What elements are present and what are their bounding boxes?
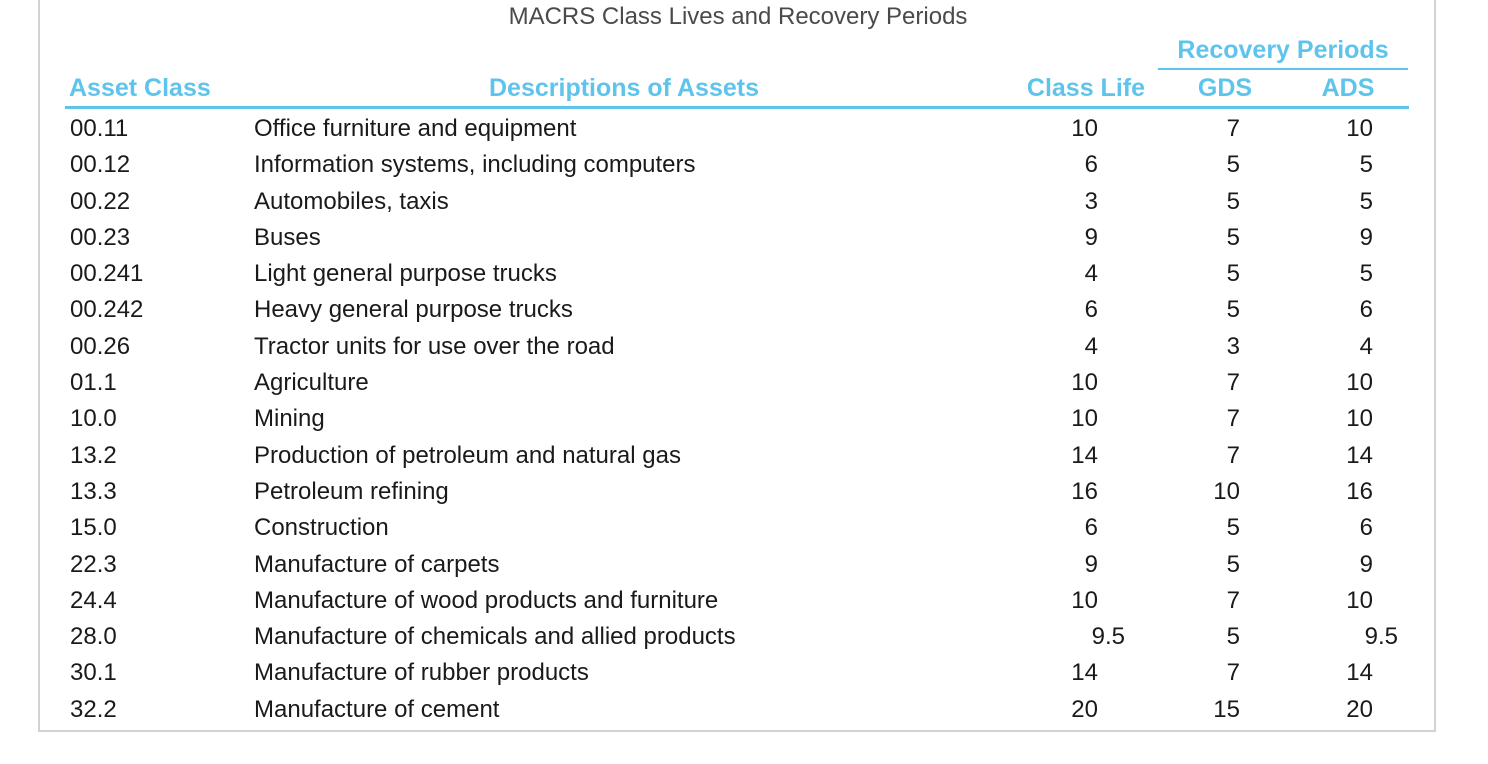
cell-asset-class: 22.3 (70, 550, 117, 578)
column-header-class-life: Class Life (1026, 74, 1145, 102)
cell-ads: 5 (1359, 151, 1373, 179)
table-row (0, 292, 1488, 328)
cell-class-life: 6 (1084, 296, 1098, 324)
cell-gds: 10 (1213, 477, 1240, 505)
cell-asset-class: 00.241 (70, 260, 144, 288)
recovery-periods-header: Recovery Periods (1177, 36, 1389, 64)
cell-gds: 5 (1226, 151, 1240, 179)
cell-class-life: 6 (1084, 151, 1098, 179)
cell-gds: 5 (1226, 296, 1240, 324)
cell-description: Light general purpose trucks (254, 260, 557, 288)
cell-description: Petroleum refining (254, 477, 449, 505)
cell-ads: 4 (1359, 332, 1373, 360)
cell-asset-class: 13.2 (70, 441, 117, 469)
cell-class-life: 4 (1084, 332, 1098, 360)
table-row (0, 329, 1488, 365)
cell-class-life: 6 (1084, 514, 1098, 542)
table-row (0, 147, 1488, 183)
cell-gds: 5 (1226, 514, 1240, 542)
cell-class-life: 20 (1071, 695, 1098, 723)
cell-asset-class: 10.0 (70, 405, 117, 433)
table-row (0, 184, 1488, 220)
cell-class-life: 9 (1084, 223, 1098, 251)
cell-asset-class: 32.2 (70, 695, 117, 723)
cell-asset-class: 00.11 (70, 115, 129, 142)
column-header-asset-class: Asset Class (69, 74, 211, 102)
cell-asset-class: 24.4 (70, 586, 117, 614)
cell-ads: 9 (1359, 223, 1373, 251)
cell-gds: 7 (1226, 405, 1240, 433)
cell-asset-class: 00.23 (70, 223, 131, 251)
cell-asset-class: 00.26 (70, 332, 131, 360)
cell-class-life: 16 (1071, 477, 1098, 505)
cell-ads: 10 (1346, 405, 1373, 433)
cell-ads: 16 (1346, 477, 1373, 505)
cell-asset-class: 28.0 (70, 623, 117, 651)
cell-description: Manufacture of carpets (254, 550, 500, 578)
cell-gds: 7 (1226, 441, 1240, 469)
table-row (0, 510, 1488, 546)
cell-ads: 9 (1359, 550, 1373, 578)
cell-description: Automobiles, taxis (254, 187, 449, 215)
cell-ads: 10 (1346, 115, 1373, 142)
cell-asset-class: 30.1 (70, 659, 117, 687)
cell-description: Buses (254, 223, 321, 251)
column-header-ads: ADS (1321, 74, 1375, 102)
cell-gds: 5 (1226, 260, 1240, 288)
table-row (0, 111, 1488, 147)
cell-gds: 7 (1226, 659, 1240, 687)
column-header-description: Descriptions of Assets (489, 74, 759, 102)
cell-ads: 5 (1359, 260, 1373, 288)
cell-description: Agriculture (254, 369, 369, 397)
table-title: MACRS Class Lives and Recovery Periods (508, 3, 968, 30)
table-row (0, 583, 1488, 619)
cell-gds: 5 (1226, 223, 1240, 251)
table-row (0, 655, 1488, 691)
cell-ads: 10 (1346, 369, 1373, 397)
cell-gds: 3 (1226, 332, 1240, 360)
cell-class-life: 10 (1071, 369, 1098, 397)
cell-asset-class: 00.242 (70, 296, 144, 324)
cell-class-life: 9.5 (1091, 623, 1125, 651)
table-body (0, 111, 1488, 728)
cell-class-life: 4 (1084, 260, 1098, 288)
cell-description: Heavy general purpose trucks (254, 296, 573, 324)
cell-class-life: 14 (1071, 659, 1098, 687)
cell-ads: 20 (1346, 695, 1373, 723)
cell-description: Tractor units for use over the road (254, 332, 615, 360)
cell-ads: 5 (1359, 187, 1373, 215)
cell-class-life: 3 (1084, 187, 1098, 215)
cell-asset-class: 00.22 (70, 187, 131, 215)
cell-class-life: 10 (1071, 115, 1098, 142)
cell-ads: 10 (1346, 586, 1373, 614)
header-rule (65, 106, 1409, 109)
cell-class-life: 14 (1071, 441, 1098, 469)
table-row (0, 438, 1488, 474)
cell-gds: 5 (1226, 623, 1240, 651)
table-row (0, 256, 1488, 292)
cell-description: Office furniture and equipment (254, 115, 577, 142)
table-row (0, 474, 1488, 510)
cell-description: Manufacture of cement (254, 695, 500, 723)
cell-gds: 15 (1213, 695, 1240, 723)
cell-description: Construction (254, 514, 389, 542)
table-row (0, 692, 1488, 728)
cell-description: Manufacture of rubber products (254, 659, 589, 687)
cell-description: Information systems, including computers (254, 151, 696, 179)
column-header-gds: GDS (1197, 74, 1253, 102)
cell-ads: 9.5 (1364, 623, 1398, 651)
cell-gds: 7 (1226, 586, 1240, 614)
cell-gds: 5 (1226, 550, 1240, 578)
table-row (0, 619, 1488, 655)
cell-asset-class: 00.12 (70, 151, 131, 179)
cell-ads: 14 (1346, 441, 1373, 469)
cell-class-life: 10 (1071, 586, 1098, 614)
table-row (0, 547, 1488, 583)
table-row (0, 401, 1488, 437)
cell-asset-class: 15.0 (70, 514, 117, 542)
cell-description: Production of petroleum and natural gas (254, 441, 681, 469)
cell-asset-class: 13.3 (70, 477, 117, 505)
cell-description: Manufacture of wood products and furniture (254, 586, 719, 614)
table-row (0, 220, 1488, 256)
cell-ads: 6 (1359, 296, 1373, 324)
cell-description: Mining (254, 405, 325, 433)
cell-asset-class: 01.1 (70, 369, 117, 397)
cell-gds: 7 (1226, 369, 1240, 397)
cell-class-life: 9 (1084, 550, 1098, 578)
cell-class-life: 10 (1071, 405, 1098, 433)
cell-ads: 6 (1359, 514, 1373, 542)
cell-gds: 5 (1226, 187, 1240, 215)
cell-gds: 7 (1226, 115, 1240, 142)
cell-ads: 14 (1346, 659, 1373, 687)
cell-description: Manufacture of chemicals and allied products (254, 623, 736, 651)
recovery-periods-rule (1158, 68, 1408, 70)
table-row (0, 365, 1488, 401)
